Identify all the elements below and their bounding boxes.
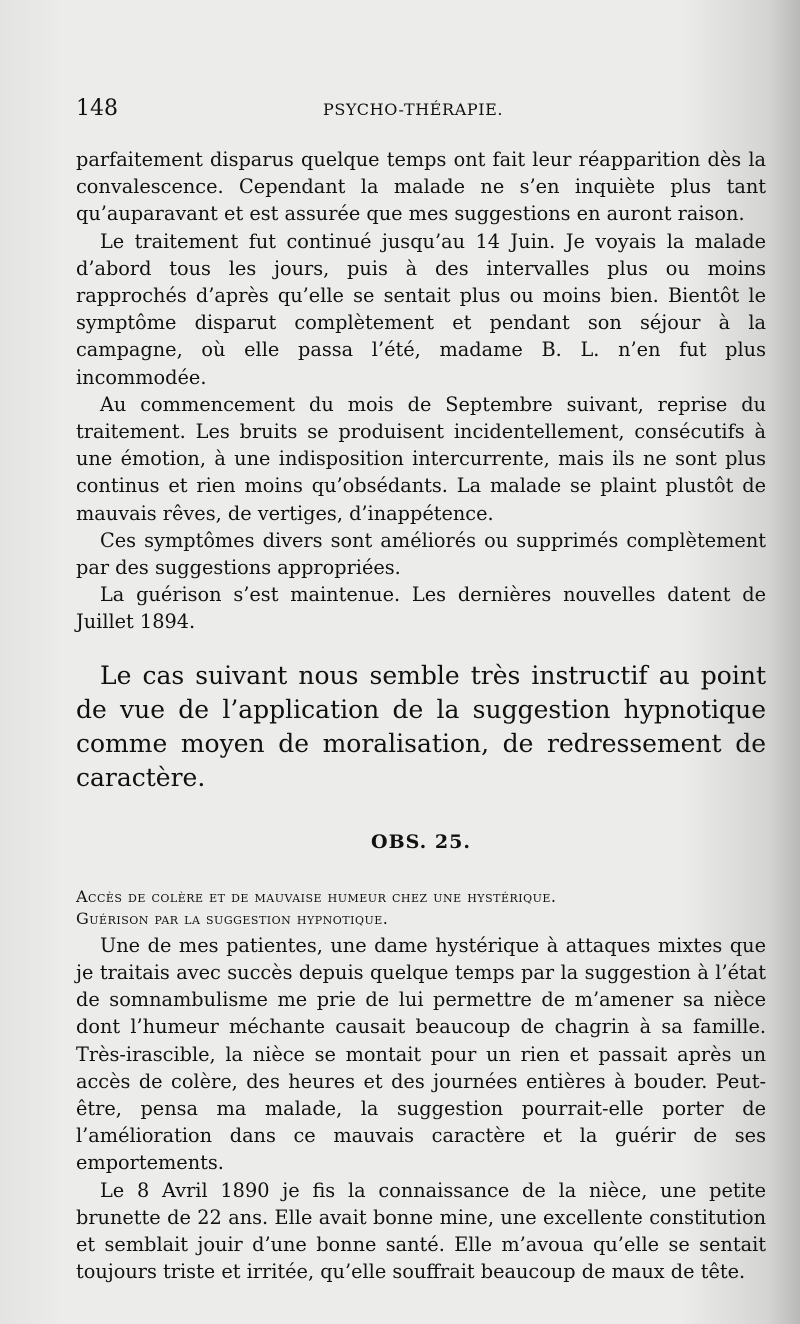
paragraph-2: Le traitement fut continué jusqu’au 14 Juin. Je voyais la malade d’abord tous les jours, puis à des intervalles plus ou moins rapprochés d’après qu’elle se sentait plus ou moins bien. Bientôt le symptôme disparut complètement et pendant son séjour à la campagne, où elle passa l’été, madame B. L. n’en fut plus incommodée. <box>76 229 766 389</box>
case-heading-line-1: Accès de colère et de mauvaise humeur chez une hystérique. <box>76 886 557 906</box>
paragraph-1: parfaitement disparus quelque temps ont fait leur réapparition dès la convalescence. Cependant la malade ne s’en inquiète plus tant qu’auparavant et est assurée que mes suggestions en auront raison. <box>76 148 766 226</box>
observation-title: OBS. 25. <box>371 830 471 853</box>
running-title: PSYCHO-THÉRAPIE. <box>323 100 504 119</box>
paragraph-4: Ces symptômes divers sont améliorés ou supprimés complètement par des suggestions appropriées. <box>76 528 766 580</box>
main-text <box>76 146 766 1306</box>
case-heading <box>76 886 766 930</box>
paragraph-7: Le 8 Avril 1890 je fis la connaissance de la nièce, une petite brunette de 22 ans. Elle avait bonne mine, une excellente constitution et semblait jouir d’une bonne santé. Elle m’avoua qu’elle se sentait toujours triste et irritée, qu’elle souffrait beaucoup de maux de tête. <box>76 1178 766 1284</box>
paragraph-3: Au commencement du mois de Septembre suivant, reprise du traitement. Les bruits se produisent incidentellement, consécutifs à une émotion, à une indisposition intercurrente, mais ils ne sont plus continus et rien moins qu’obsédants. La malade se plaint plustôt de mauvais rêves, de vertiges, d’inappétence. <box>76 392 766 525</box>
case-heading-line-2: Guérison par la suggestion hypnotique. <box>76 908 389 928</box>
page-number: 148 <box>76 96 118 121</box>
paragraph-5: La guérison s’est maintenue. Les dernières nouvelles datent de Juillet 1894. <box>76 583 766 634</box>
page-header <box>76 96 766 126</box>
bottom-margin <box>76 1286 766 1306</box>
paragraph-6: Une de mes patientes, une dame hystérique à attaques mixtes que je traitais avec succès depuis quelque temps par la suggestion à l’état de somnambulisme me prie de lui permettre de m’amener sa nièce dont l’humeur méchante causait beaucoup de chagrin à sa famille. Très-irascible, la nièce se montait pour un rien et passait après un accès de colère, des heures et des journées entières à bouder. Peut-être, pensa ma malade, la suggestion pourrait-elle porter de l’amélioration dans ce mauvais caractère et la guérir de ses emportements. <box>76 933 766 1175</box>
case-introduction: Le cas suivant nous semble très instructif au point de vue de l’application de la suggestion hypnotique comme moyen de moralisation, de redressement de caractère. <box>76 660 766 792</box>
